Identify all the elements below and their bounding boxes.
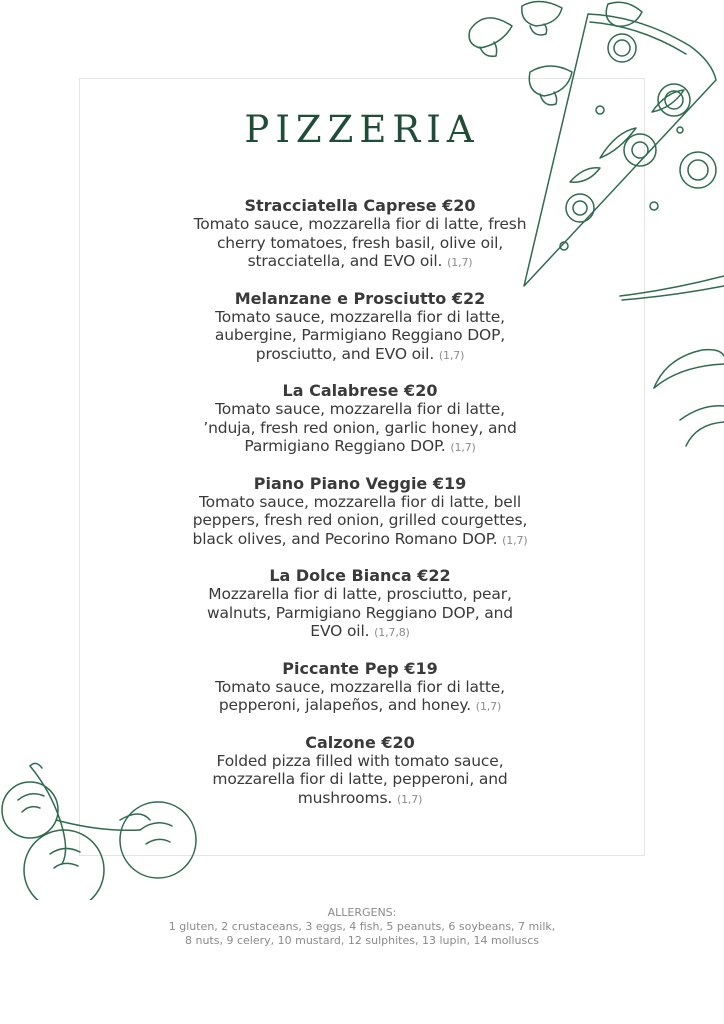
menu-item-allergens: (1,7) [450,441,476,454]
menu-item-description: Folded pizza filled with tomato sauce, mozzarella fior di latte, pepperoni, and mushrooms. (1,7) [212,751,508,807]
menu-item-name: Calzone €20 [305,732,415,752]
menu-item-allergens: (1,7) [475,700,502,713]
menu-item [190,733,530,810]
allergens-heading: ALLERGENS: [327,906,397,919]
menu-item-description: Tomato sauce, mozzarella fior di latte, fresh cherry tomatoes, fresh basil, olive oil, stracciatella, and EVO oil. (1,7) [193,215,527,270]
allergens-line: 8 nuts, 9 celery, 10 mustard, 12 sulphites, 13 lupin, 14 molluscs [184,934,540,947]
menu-item-description: Mozzarella fior di latte, prosciutto, pear, walnuts, Parmigiano Reggiano DOP, and EVO oil. (1,7,8) [207,585,513,640]
menu-item-name: Piccante Pep €19 [282,658,438,678]
menu-item-allergens: (1,7) [502,533,528,547]
menu-item [190,196,530,273]
menu-item [190,289,530,366]
menu-list [190,196,530,825]
menu-item-allergens: (1,7,8) [374,626,410,639]
menu-item-description: Tomato sauce, mozzarella fior di latte, ’nduja, fresh red onion, garlic honey, and Parmigiano Reggiano DOP. (1,7) [203,400,517,455]
menu-item-allergens: (1,7) [396,792,423,806]
menu-item-name: La Dolce Bianca €22 [269,566,451,585]
menu-item-description: Tomato sauce, mozzarella fior di latte, pepperoni, jalapeños, and honey. (1,7) [215,677,505,714]
menu-item [190,566,530,643]
menu-item [190,659,530,717]
menu-item-name: Stracciatella Caprese €20 [244,196,476,215]
menu-item-allergens: (1,7) [438,348,465,362]
cherry-tomato-vine-illustration [0,760,200,900]
menu-item-name: La Calabrese €20 [282,381,438,400]
chili-pepper-illustration [620,276,724,446]
menu-item [190,474,530,551]
menu-item-allergens: (1,7) [447,256,473,269]
page-title: PIZZERIA [244,108,480,151]
menu-item-name: Melanzane e Prosciutto €22 [234,288,486,308]
menu-item-description: Tomato sauce, mozzarella fior di latte, bell peppers, fresh red onion, grilled courgettes, black olives, and Pecorino Romano DOP. (1,7) [192,492,528,548]
allergens-legend [0,906,724,948]
allergens-line: 1 gluten, 2 crustaceans, 3 eggs, 4 fish, 5 peanuts, 6 soybeans, 7 milk, [168,920,556,933]
menu-item [190,381,530,458]
menu-item-description: Tomato sauce, mozzarella fior di latte, aubergine, Parmigiano Reggiano DOP, prosciutto, and EVO oil. (1,7) [214,307,506,363]
menu-item-name: Piano Piano Veggie €19 [253,473,467,493]
